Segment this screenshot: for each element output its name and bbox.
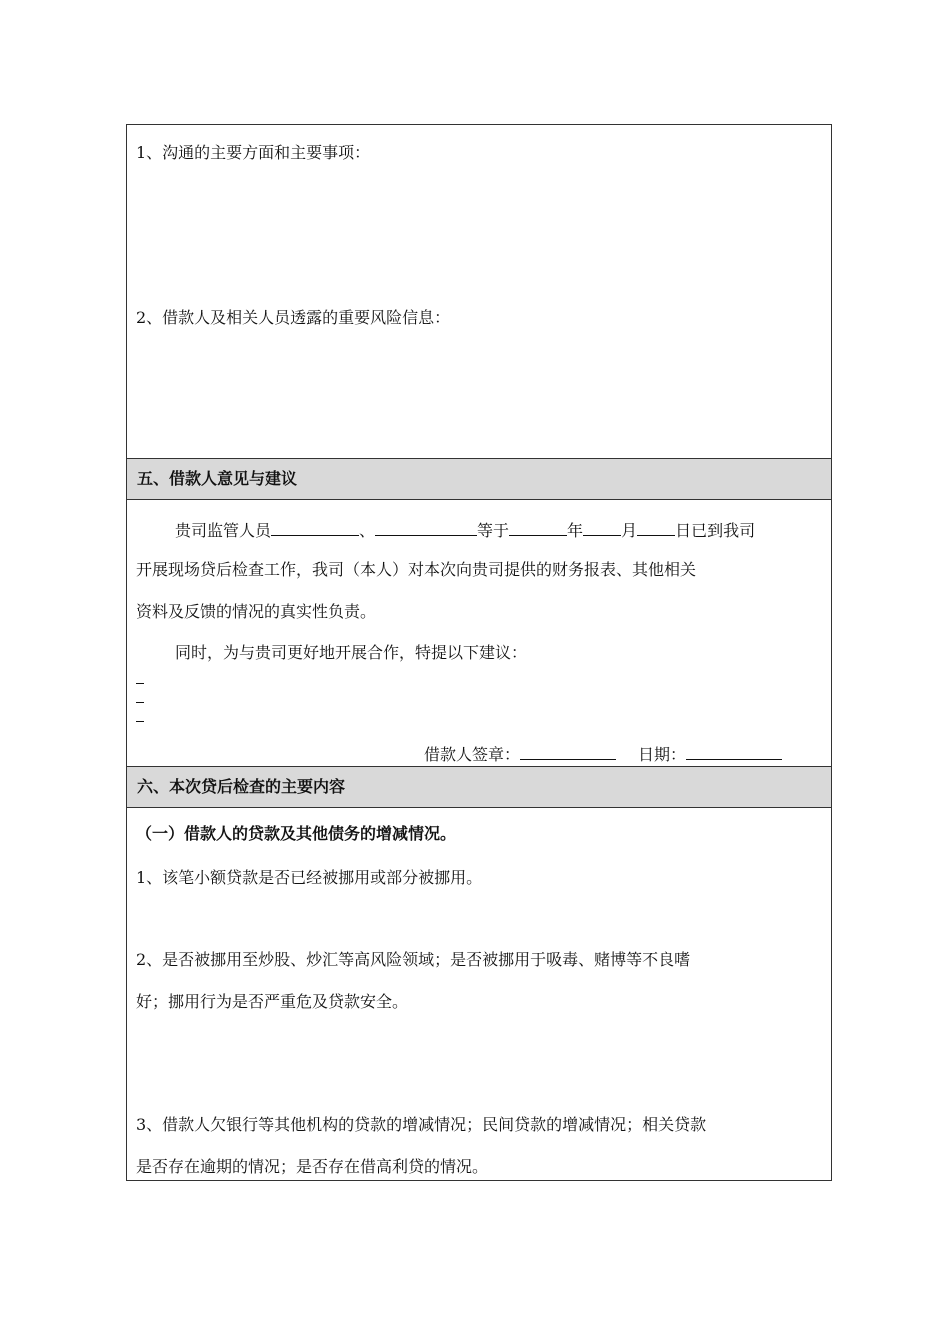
check-item-1: 1、该笔小额贷款是否已经被挪用或部分被挪用。 xyxy=(136,868,483,887)
statement-prefix: 贵司监管人员 xyxy=(175,521,272,540)
date-label: 日期： xyxy=(638,745,687,764)
suggestions-intro: 同时，为与贵司更好地开展合作，特提以下建议： xyxy=(175,643,528,662)
borrower-statement-line3: 资料及反馈的情况的真实性负责。 xyxy=(136,602,377,621)
inspector-name-blank-1[interactable] xyxy=(271,518,359,536)
borrower-statement-line1 xyxy=(175,518,755,541)
year-label: 年 xyxy=(567,521,584,540)
risk-info-label: 2、借款人及相关人员透露的重要风险信息： xyxy=(136,308,451,327)
month-blank[interactable] xyxy=(583,518,621,536)
loan-check-form xyxy=(126,124,832,1181)
suggestion-line-1[interactable] xyxy=(136,683,144,684)
signature-row xyxy=(424,742,782,765)
borrower-statement-line2: 开展现场贷后检查工作，我司（本人）对本次向贵司提供的财务报表、其他相关 xyxy=(136,560,697,579)
day-blank[interactable] xyxy=(637,518,675,536)
borrower-seal-blank[interactable] xyxy=(520,742,616,760)
statement-on: 等于 xyxy=(477,521,510,540)
month-label: 月 xyxy=(621,521,638,540)
section-6-header: 六、本次贷后检查的主要内容 xyxy=(127,766,831,808)
suggestion-line-2[interactable] xyxy=(136,702,144,703)
section-5-header: 五、借款人意见与建议 xyxy=(127,458,831,500)
subsection-1-title: （一）借款人的贷款及其他债务的增减情况。 xyxy=(136,824,457,843)
check-item-2-line2: 好；挪用行为是否严重危及贷款安全。 xyxy=(136,992,409,1011)
inspector-name-blank-2[interactable] xyxy=(375,518,477,536)
check-item-3-line1: 3、借款人欠银行等其他机构的贷款的增减情况；民间贷款的增减情况；相关贷款 xyxy=(136,1115,707,1134)
year-blank[interactable] xyxy=(509,518,567,536)
date-blank[interactable] xyxy=(686,742,782,760)
statement-suffix: 日已到我司 xyxy=(675,521,756,540)
communication-matters-label: 1、沟通的主要方面和主要事项： xyxy=(136,143,371,162)
borrower-seal-label: 借款人签章： xyxy=(424,745,521,764)
check-item-2-line1: 2、是否被挪用至炒股、炒汇等高风险领域；是否被挪用于吸毒、赌博等不良嗜 xyxy=(136,950,691,969)
statement-separator: 、 xyxy=(359,521,376,540)
suggestion-line-3[interactable] xyxy=(136,721,144,722)
check-item-3-line2: 是否存在逾期的情况；是否存在借高利贷的情况。 xyxy=(136,1157,489,1176)
